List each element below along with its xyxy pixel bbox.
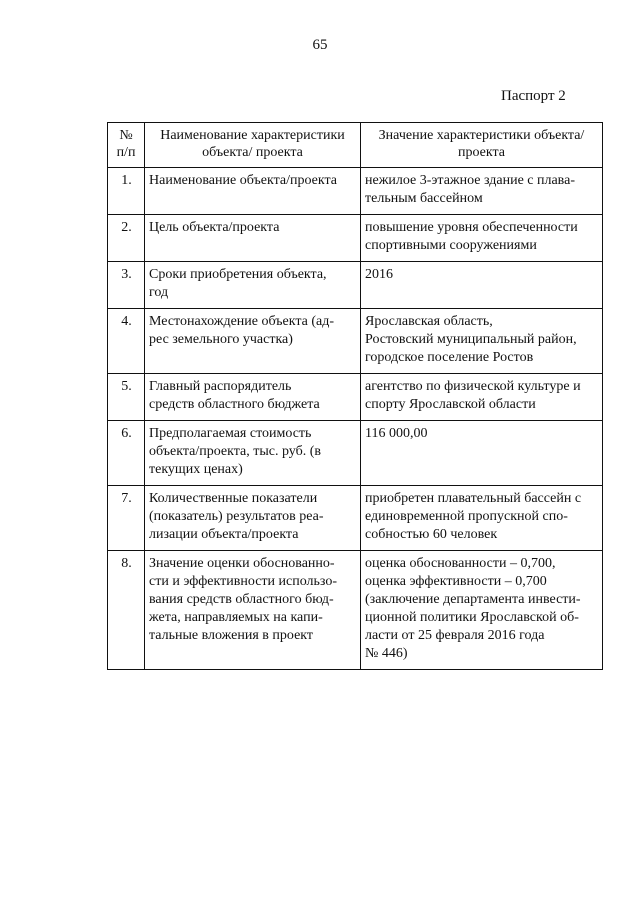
document-label: Паспорт 2 xyxy=(501,88,566,104)
text-line: Цель объекта/проекта xyxy=(149,220,280,235)
text-line: Наименование объекта/проекта xyxy=(149,173,337,188)
header-name xyxy=(145,123,361,168)
table-row xyxy=(108,262,603,309)
row-number: 2. xyxy=(108,215,145,262)
table-row xyxy=(108,168,603,215)
text-line: Главный распорядитель xyxy=(149,379,292,394)
text-line: тельным бассейном xyxy=(365,191,483,206)
header-num-line: № xyxy=(119,128,133,143)
row-number: 8. xyxy=(108,551,145,670)
header-value-line: Значение характеристики объекта/ xyxy=(378,128,585,143)
characteristic-name xyxy=(145,421,361,486)
header-num xyxy=(108,123,145,168)
row-number: 4. xyxy=(108,309,145,374)
table-row xyxy=(108,374,603,421)
table-header-row xyxy=(108,123,603,168)
characteristic-value xyxy=(361,421,603,486)
text-line: оценка обоснованности – 0,700, xyxy=(365,556,556,571)
text-line: спортивными сооружениями xyxy=(365,238,537,253)
text-line: № 446) xyxy=(365,646,408,661)
row-number: 6. xyxy=(108,421,145,486)
text-line: приобретен плавательный бассейн с xyxy=(365,491,582,506)
text-line: 2016 xyxy=(365,267,393,282)
characteristic-value xyxy=(361,168,603,215)
text-line: оценка эффективности – 0,700 xyxy=(365,574,547,589)
characteristic-name xyxy=(145,262,361,309)
text-line: повышение уровня обеспеченности xyxy=(365,220,578,235)
characteristic-name xyxy=(145,309,361,374)
text-line: лизации объекта/проекта xyxy=(149,527,299,542)
text-line: Сроки приобретения объекта, xyxy=(149,267,327,282)
text-line: год xyxy=(149,285,169,300)
header-value xyxy=(361,123,603,168)
header-value-line: проекта xyxy=(458,145,505,160)
characteristic-value xyxy=(361,309,603,374)
text-line: (заключение департамента инвести- xyxy=(365,592,581,607)
text-line: ласти от 25 февраля 2016 года xyxy=(365,628,545,643)
text-line: жета, направляемых на капи- xyxy=(149,610,323,625)
text-line: средств областного бюджета xyxy=(149,397,320,412)
text-line: Количественные показатели xyxy=(149,491,318,506)
text-line: городское поселение Ростов xyxy=(365,350,534,365)
text-line: собностью 60 человек xyxy=(365,527,498,542)
characteristic-name xyxy=(145,486,361,551)
text-line: ционной политики Ярославской об- xyxy=(365,610,579,625)
characteristic-name xyxy=(145,215,361,262)
text-line: вания средств областного бюд- xyxy=(149,592,334,607)
header-num-line: п/п xyxy=(116,145,136,160)
text-line: нежилое 3-этажное здание с плава- xyxy=(365,173,575,188)
table-row xyxy=(108,215,603,262)
text-line: единовременной пропускной спо- xyxy=(365,509,568,524)
text-line: 116 000,00 xyxy=(365,426,428,441)
row-number: 5. xyxy=(108,374,145,421)
text-line: Значение оценки обоснованно- xyxy=(149,556,335,571)
passport-table xyxy=(107,122,603,670)
text-line: (показатель) результатов реа- xyxy=(149,509,324,524)
row-number: 3. xyxy=(108,262,145,309)
characteristic-name xyxy=(145,551,361,670)
table-row xyxy=(108,421,603,486)
header-name-line: объекта/ проекта xyxy=(202,145,303,160)
text-line: сти и эффективности использо- xyxy=(149,574,338,589)
text-line: рес земельного участка) xyxy=(149,332,293,347)
text-line: агентство по физической культуре и xyxy=(365,379,581,394)
table-row xyxy=(108,309,603,374)
row-number: 1. xyxy=(108,168,145,215)
characteristic-name xyxy=(145,168,361,215)
text-line: Ростовский муниципальный район, xyxy=(365,332,577,347)
characteristic-value xyxy=(361,486,603,551)
text-line: Предполагаемая стоимость xyxy=(149,426,312,441)
characteristic-name xyxy=(145,374,361,421)
table-row xyxy=(108,551,603,670)
row-number: 7. xyxy=(108,486,145,551)
characteristic-value xyxy=(361,215,603,262)
text-line: объекта/проекта, тыс. руб. (в xyxy=(149,444,321,459)
text-line: спорту Ярославской области xyxy=(365,397,536,412)
characteristic-value xyxy=(361,374,603,421)
table-row xyxy=(108,486,603,551)
characteristic-value xyxy=(361,551,603,670)
text-line: текущих ценах) xyxy=(149,462,243,477)
header-name-line: Наименование характеристики xyxy=(160,128,345,143)
text-line: Ярославская область, xyxy=(365,314,493,329)
text-line: тальные вложения в проект xyxy=(149,628,314,643)
page-number: 65 xyxy=(312,37,328,53)
characteristic-value xyxy=(361,262,603,309)
text-line: Местонахождение объекта (ад- xyxy=(149,314,335,329)
